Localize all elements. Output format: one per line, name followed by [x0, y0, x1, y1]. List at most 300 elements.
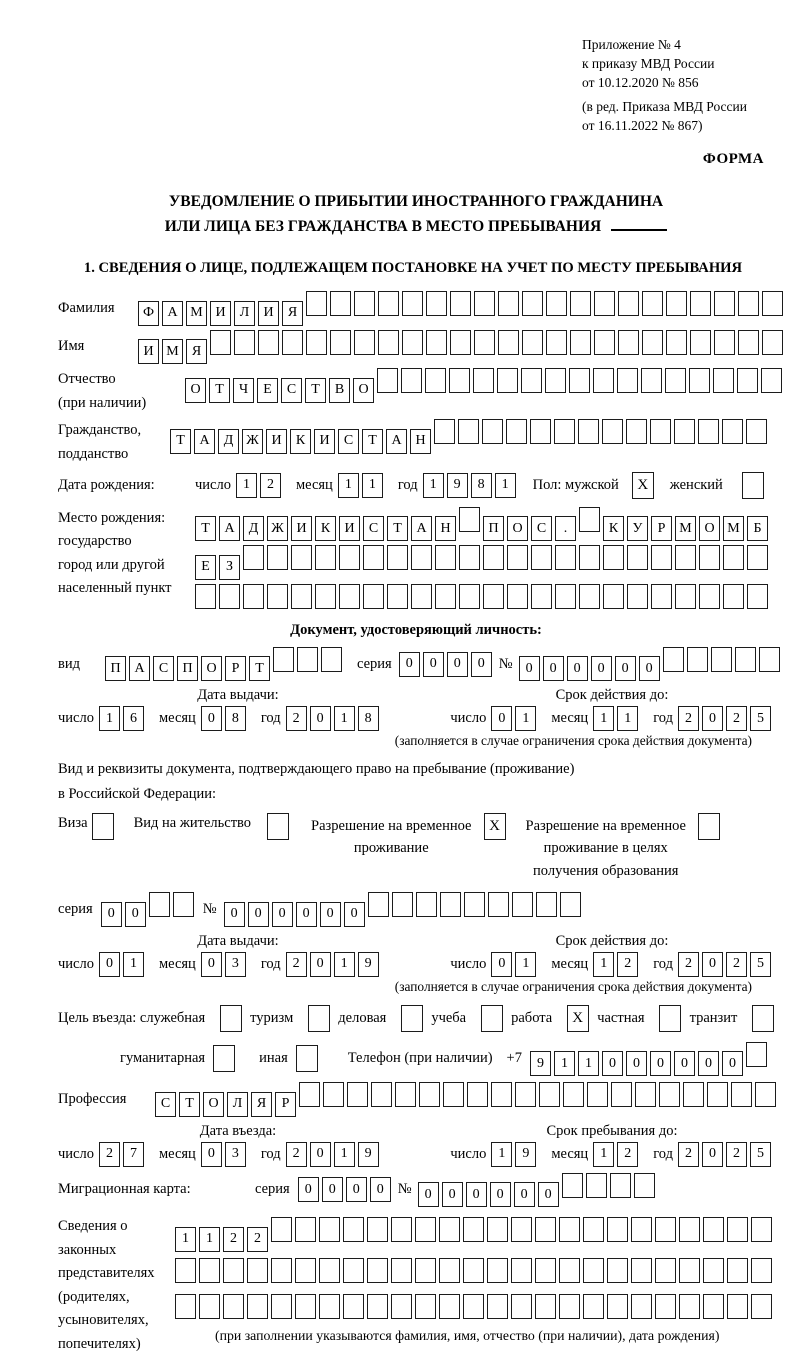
char-cell[interactable]: [426, 291, 447, 316]
char-cell[interactable]: С: [531, 516, 552, 541]
char-cell[interactable]: Б: [747, 516, 768, 541]
char-cell[interactable]: [223, 1258, 244, 1283]
char-cell[interactable]: М: [723, 516, 744, 541]
char-cell[interactable]: 1: [199, 1227, 220, 1252]
char-cell[interactable]: 2: [617, 952, 638, 977]
char-cell[interactable]: И: [210, 301, 231, 326]
char-cell[interactable]: 0: [702, 1142, 723, 1167]
char-cell[interactable]: [267, 584, 288, 609]
char-cell[interactable]: [363, 584, 384, 609]
char-cell[interactable]: [243, 545, 264, 570]
char-cell[interactable]: 0: [423, 652, 444, 677]
char-cell[interactable]: [149, 892, 170, 917]
char-cell[interactable]: [675, 545, 696, 570]
char-cell[interactable]: [415, 1258, 436, 1283]
char-cell[interactable]: [531, 545, 552, 570]
char-cell[interactable]: [392, 892, 413, 917]
char-cell[interactable]: 1: [334, 952, 355, 977]
char-cell[interactable]: 1: [99, 706, 120, 731]
char-cell[interactable]: [738, 330, 759, 355]
char-cell[interactable]: С: [153, 656, 174, 681]
char-cell[interactable]: Ж: [242, 429, 263, 454]
char-cell[interactable]: [555, 545, 576, 570]
char-cell[interactable]: [507, 584, 528, 609]
char-cell[interactable]: [321, 647, 342, 672]
char-cell[interactable]: 2: [247, 1227, 268, 1252]
char-cell[interactable]: [473, 368, 494, 393]
char-cell[interactable]: Я: [282, 301, 303, 326]
char-cell[interactable]: [611, 1082, 632, 1107]
char-cell[interactable]: О: [201, 656, 222, 681]
char-cell[interactable]: Л: [227, 1092, 248, 1117]
char-cell[interactable]: [247, 1294, 268, 1319]
char-cell[interactable]: [402, 330, 423, 355]
char-cell[interactable]: 0: [320, 902, 341, 927]
char-cell[interactable]: [271, 1217, 292, 1242]
char-cell[interactable]: [464, 892, 485, 917]
char-cell[interactable]: [631, 1258, 652, 1283]
char-cell[interactable]: 9: [447, 473, 468, 498]
char-cell[interactable]: [459, 507, 480, 532]
char-cell[interactable]: 2: [286, 1142, 307, 1167]
char-cell[interactable]: Т: [170, 429, 191, 454]
char-cell[interactable]: [642, 291, 663, 316]
char-cell[interactable]: 0: [519, 656, 540, 681]
char-cell[interactable]: [675, 584, 696, 609]
char-cell[interactable]: 0: [344, 902, 365, 927]
char-cell[interactable]: [347, 1082, 368, 1107]
char-cell[interactable]: [679, 1258, 700, 1283]
char-cell[interactable]: [618, 291, 639, 316]
char-cell[interactable]: [631, 1217, 652, 1242]
char-cell[interactable]: 8: [358, 706, 379, 731]
char-cell[interactable]: [483, 584, 504, 609]
char-cell[interactable]: [487, 1258, 508, 1283]
char-cell[interactable]: Я: [251, 1092, 272, 1117]
char-cell[interactable]: [521, 368, 542, 393]
char-cell[interactable]: [703, 1294, 724, 1319]
char-cell[interactable]: 1: [338, 473, 359, 498]
char-cell[interactable]: [195, 584, 216, 609]
char-cell[interactable]: [507, 545, 528, 570]
char-cell[interactable]: О: [699, 516, 720, 541]
char-cell[interactable]: Ч: [233, 378, 254, 403]
char-cell[interactable]: [234, 330, 255, 355]
char-cell[interactable]: [607, 1258, 628, 1283]
char-cell[interactable]: [512, 892, 533, 917]
char-cell[interactable]: [450, 291, 471, 316]
char-cell[interactable]: [530, 419, 551, 444]
char-cell[interactable]: [511, 1258, 532, 1283]
char-cell[interactable]: [559, 1217, 580, 1242]
char-cell[interactable]: [579, 507, 600, 532]
char-cell[interactable]: [387, 545, 408, 570]
char-cell[interactable]: 9: [515, 1142, 536, 1167]
char-cell[interactable]: 0: [602, 1051, 623, 1076]
char-cell[interactable]: Р: [651, 516, 672, 541]
char-cell[interactable]: [175, 1258, 196, 1283]
char-cell[interactable]: [435, 584, 456, 609]
char-cell[interactable]: 1: [593, 706, 614, 731]
char-cell[interactable]: [295, 1258, 316, 1283]
char-cell[interactable]: [707, 1082, 728, 1107]
char-cell[interactable]: 2: [678, 706, 699, 731]
char-cell[interactable]: 7: [123, 1142, 144, 1167]
char-cell[interactable]: [491, 1082, 512, 1107]
char-cell[interactable]: 0: [418, 1182, 439, 1207]
char-cell[interactable]: 2: [726, 706, 747, 731]
char-cell[interactable]: [271, 1294, 292, 1319]
char-cell[interactable]: [295, 1294, 316, 1319]
char-cell[interactable]: 0: [296, 902, 317, 927]
char-cell[interactable]: 0: [224, 902, 245, 927]
char-cell[interactable]: 8: [471, 473, 492, 498]
char-cell[interactable]: [583, 1258, 604, 1283]
char-cell[interactable]: 0: [399, 652, 420, 677]
temp-residence-checkbox[interactable]: X: [484, 813, 506, 840]
char-cell[interactable]: [659, 1082, 680, 1107]
char-cell[interactable]: [731, 1082, 752, 1107]
char-cell[interactable]: 0: [310, 952, 331, 977]
char-cell[interactable]: Н: [410, 429, 431, 454]
char-cell[interactable]: [535, 1217, 556, 1242]
char-cell[interactable]: [546, 330, 567, 355]
char-cell[interactable]: 0: [201, 1142, 222, 1167]
char-cell[interactable]: 0: [201, 952, 222, 977]
char-cell[interactable]: П: [177, 656, 198, 681]
char-cell[interactable]: 1: [175, 1227, 196, 1252]
char-cell[interactable]: 1: [495, 473, 516, 498]
char-cell[interactable]: 5: [750, 706, 771, 731]
char-cell[interactable]: 1: [423, 473, 444, 498]
char-cell[interactable]: 1: [334, 1142, 355, 1167]
char-cell[interactable]: С: [281, 378, 302, 403]
char-cell[interactable]: [559, 1258, 580, 1283]
char-cell[interactable]: [449, 368, 470, 393]
char-cell[interactable]: [443, 1082, 464, 1107]
char-cell[interactable]: [319, 1258, 340, 1283]
char-cell[interactable]: 9: [358, 1142, 379, 1167]
char-cell[interactable]: [450, 330, 471, 355]
char-cell[interactable]: [539, 1082, 560, 1107]
char-cell[interactable]: Н: [435, 516, 456, 541]
char-cell[interactable]: 1: [362, 473, 383, 498]
char-cell[interactable]: [258, 330, 279, 355]
char-cell[interactable]: [368, 892, 389, 917]
char-cell[interactable]: 0: [101, 902, 122, 927]
char-cell[interactable]: С: [155, 1092, 176, 1117]
char-cell[interactable]: 2: [286, 706, 307, 731]
char-cell[interactable]: 2: [260, 473, 281, 498]
char-cell[interactable]: [762, 330, 783, 355]
char-cell[interactable]: [343, 1258, 364, 1283]
char-cell[interactable]: 0: [639, 656, 660, 681]
char-cell[interactable]: [273, 647, 294, 672]
char-cell[interactable]: [415, 1294, 436, 1319]
char-cell[interactable]: [306, 291, 327, 316]
char-cell[interactable]: И: [258, 301, 279, 326]
char-cell[interactable]: Ж: [267, 516, 288, 541]
char-cell[interactable]: [419, 1082, 440, 1107]
char-cell[interactable]: 3: [225, 1142, 246, 1167]
char-cell[interactable]: [747, 545, 768, 570]
char-cell[interactable]: 0: [248, 902, 269, 927]
char-cell[interactable]: [173, 892, 194, 917]
char-cell[interactable]: [497, 368, 518, 393]
char-cell[interactable]: [560, 892, 581, 917]
char-cell[interactable]: О: [203, 1092, 224, 1117]
char-cell[interactable]: 3: [225, 952, 246, 977]
char-cell[interactable]: [735, 647, 756, 672]
char-cell[interactable]: [439, 1217, 460, 1242]
char-cell[interactable]: [635, 1082, 656, 1107]
char-cell[interactable]: [391, 1294, 412, 1319]
char-cell[interactable]: К: [315, 516, 336, 541]
char-cell[interactable]: [401, 368, 422, 393]
char-cell[interactable]: [367, 1294, 388, 1319]
char-cell[interactable]: [594, 330, 615, 355]
sex-male-checkbox[interactable]: X: [632, 472, 654, 499]
char-cell[interactable]: [746, 1042, 767, 1067]
char-cell[interactable]: [536, 892, 557, 917]
char-cell[interactable]: [199, 1258, 220, 1283]
char-cell[interactable]: [587, 1082, 608, 1107]
char-cell[interactable]: [578, 419, 599, 444]
char-cell[interactable]: Т: [305, 378, 326, 403]
char-cell[interactable]: Т: [195, 516, 216, 541]
char-cell[interactable]: [175, 1294, 196, 1319]
char-cell[interactable]: [531, 584, 552, 609]
char-cell[interactable]: [487, 1294, 508, 1319]
char-cell[interactable]: 0: [514, 1182, 535, 1207]
char-cell[interactable]: В: [329, 378, 350, 403]
char-cell[interactable]: [723, 584, 744, 609]
char-cell[interactable]: [354, 330, 375, 355]
char-cell[interactable]: 1: [236, 473, 257, 498]
char-cell[interactable]: Д: [218, 429, 239, 454]
char-cell[interactable]: [459, 545, 480, 570]
char-cell[interactable]: 8: [225, 706, 246, 731]
char-cell[interactable]: О: [353, 378, 374, 403]
char-cell[interactable]: Л: [234, 301, 255, 326]
char-cell[interactable]: [759, 647, 780, 672]
char-cell[interactable]: 2: [99, 1142, 120, 1167]
char-cell[interactable]: [674, 419, 695, 444]
char-cell[interactable]: У: [627, 516, 648, 541]
char-cell[interactable]: 0: [447, 652, 468, 677]
char-cell[interactable]: [699, 584, 720, 609]
char-cell[interactable]: [714, 291, 735, 316]
char-cell[interactable]: [387, 584, 408, 609]
char-cell[interactable]: 1: [593, 952, 614, 977]
char-cell[interactable]: [579, 545, 600, 570]
char-cell[interactable]: [354, 291, 375, 316]
char-cell[interactable]: [603, 545, 624, 570]
char-cell[interactable]: 2: [286, 952, 307, 977]
char-cell[interactable]: [555, 584, 576, 609]
char-cell[interactable]: [746, 419, 767, 444]
char-cell[interactable]: О: [507, 516, 528, 541]
char-cell[interactable]: И: [266, 429, 287, 454]
char-cell[interactable]: [425, 368, 446, 393]
char-cell[interactable]: Т: [249, 656, 270, 681]
char-cell[interactable]: [607, 1217, 628, 1242]
char-cell[interactable]: 2: [678, 1142, 699, 1167]
char-cell[interactable]: 0: [490, 1182, 511, 1207]
char-cell[interactable]: Р: [275, 1092, 296, 1117]
char-cell[interactable]: [395, 1082, 416, 1107]
char-cell[interactable]: [583, 1217, 604, 1242]
char-cell[interactable]: [655, 1258, 676, 1283]
visa-checkbox[interactable]: [92, 813, 114, 840]
char-cell[interactable]: [415, 1217, 436, 1242]
char-cell[interactable]: [426, 330, 447, 355]
char-cell[interactable]: А: [129, 656, 150, 681]
purpose-private-checkbox[interactable]: [659, 1005, 681, 1032]
char-cell[interactable]: [545, 368, 566, 393]
char-cell[interactable]: [641, 368, 662, 393]
char-cell[interactable]: 1: [515, 706, 536, 731]
char-cell[interactable]: [435, 545, 456, 570]
char-cell[interactable]: М: [675, 516, 696, 541]
char-cell[interactable]: [634, 1173, 655, 1198]
char-cell[interactable]: Т: [209, 378, 230, 403]
char-cell[interactable]: [306, 330, 327, 355]
char-cell[interactable]: [343, 1294, 364, 1319]
char-cell[interactable]: С: [338, 429, 359, 454]
char-cell[interactable]: [474, 291, 495, 316]
char-cell[interactable]: И: [291, 516, 312, 541]
char-cell[interactable]: [627, 584, 648, 609]
char-cell[interactable]: [607, 1294, 628, 1319]
char-cell[interactable]: [617, 368, 638, 393]
char-cell[interactable]: 0: [466, 1182, 487, 1207]
char-cell[interactable]: [554, 419, 575, 444]
char-cell[interactable]: [291, 584, 312, 609]
char-cell[interactable]: 1: [617, 706, 638, 731]
char-cell[interactable]: 2: [678, 952, 699, 977]
char-cell[interactable]: [210, 330, 231, 355]
char-cell[interactable]: [291, 545, 312, 570]
char-cell[interactable]: [603, 584, 624, 609]
char-cell[interactable]: [378, 291, 399, 316]
char-cell[interactable]: [506, 419, 527, 444]
char-cell[interactable]: [593, 368, 614, 393]
char-cell[interactable]: [579, 584, 600, 609]
char-cell[interactable]: [463, 1258, 484, 1283]
char-cell[interactable]: [642, 330, 663, 355]
char-cell[interactable]: [474, 330, 495, 355]
char-cell[interactable]: О: [185, 378, 206, 403]
char-cell[interactable]: [761, 368, 782, 393]
char-cell[interactable]: [711, 647, 732, 672]
char-cell[interactable]: А: [386, 429, 407, 454]
char-cell[interactable]: [463, 1217, 484, 1242]
char-cell[interactable]: 1: [123, 952, 144, 977]
temp-residence-edu-checkbox[interactable]: [698, 813, 720, 840]
char-cell[interactable]: [666, 330, 687, 355]
char-cell[interactable]: 0: [310, 706, 331, 731]
char-cell[interactable]: И: [339, 516, 360, 541]
char-cell[interactable]: [627, 545, 648, 570]
char-cell[interactable]: [319, 1294, 340, 1319]
char-cell[interactable]: [665, 368, 686, 393]
char-cell[interactable]: [487, 1217, 508, 1242]
char-cell[interactable]: Ф: [138, 301, 159, 326]
char-cell[interactable]: [594, 291, 615, 316]
char-cell[interactable]: [570, 330, 591, 355]
char-cell[interactable]: [402, 291, 423, 316]
char-cell[interactable]: М: [186, 301, 207, 326]
char-cell[interactable]: З: [219, 555, 240, 580]
char-cell[interactable]: [439, 1258, 460, 1283]
char-cell[interactable]: 0: [99, 952, 120, 977]
char-cell[interactable]: 0: [722, 1051, 743, 1076]
char-cell[interactable]: .: [555, 516, 576, 541]
char-cell[interactable]: С: [363, 516, 384, 541]
char-cell[interactable]: [703, 1217, 724, 1242]
char-cell[interactable]: 0: [471, 652, 492, 677]
char-cell[interactable]: [378, 330, 399, 355]
char-cell[interactable]: 0: [272, 902, 293, 927]
char-cell[interactable]: [247, 1258, 268, 1283]
char-cell[interactable]: А: [194, 429, 215, 454]
char-cell[interactable]: 0: [346, 1177, 367, 1202]
char-cell[interactable]: [282, 330, 303, 355]
char-cell[interactable]: [586, 1173, 607, 1198]
char-cell[interactable]: 1: [578, 1051, 599, 1076]
char-cell[interactable]: 2: [617, 1142, 638, 1167]
char-cell[interactable]: [367, 1217, 388, 1242]
char-cell[interactable]: [727, 1217, 748, 1242]
char-cell[interactable]: [299, 1082, 320, 1107]
char-cell[interactable]: [297, 647, 318, 672]
char-cell[interactable]: 0: [201, 706, 222, 731]
char-cell[interactable]: [713, 368, 734, 393]
char-cell[interactable]: [199, 1294, 220, 1319]
purpose-official-checkbox[interactable]: [220, 1005, 242, 1032]
char-cell[interactable]: [683, 1082, 704, 1107]
char-cell[interactable]: [714, 330, 735, 355]
char-cell[interactable]: 0: [567, 656, 588, 681]
char-cell[interactable]: Р: [225, 656, 246, 681]
char-cell[interactable]: [295, 1217, 316, 1242]
char-cell[interactable]: [562, 1173, 583, 1198]
char-cell[interactable]: [411, 545, 432, 570]
char-cell[interactable]: П: [105, 656, 126, 681]
char-cell[interactable]: 0: [543, 656, 564, 681]
char-cell[interactable]: [651, 584, 672, 609]
char-cell[interactable]: [440, 892, 461, 917]
char-cell[interactable]: Е: [195, 555, 216, 580]
char-cell[interactable]: [363, 545, 384, 570]
char-cell[interactable]: [651, 545, 672, 570]
char-cell[interactable]: [339, 545, 360, 570]
char-cell[interactable]: [458, 419, 479, 444]
char-cell[interactable]: 9: [530, 1051, 551, 1076]
char-cell[interactable]: [722, 419, 743, 444]
char-cell[interactable]: П: [483, 516, 504, 541]
char-cell[interactable]: [535, 1294, 556, 1319]
char-cell[interactable]: [631, 1294, 652, 1319]
char-cell[interactable]: 0: [322, 1177, 343, 1202]
char-cell[interactable]: [663, 647, 684, 672]
char-cell[interactable]: М: [162, 339, 183, 364]
char-cell[interactable]: [498, 330, 519, 355]
char-cell[interactable]: [243, 584, 264, 609]
char-cell[interactable]: [655, 1294, 676, 1319]
char-cell[interactable]: А: [219, 516, 240, 541]
